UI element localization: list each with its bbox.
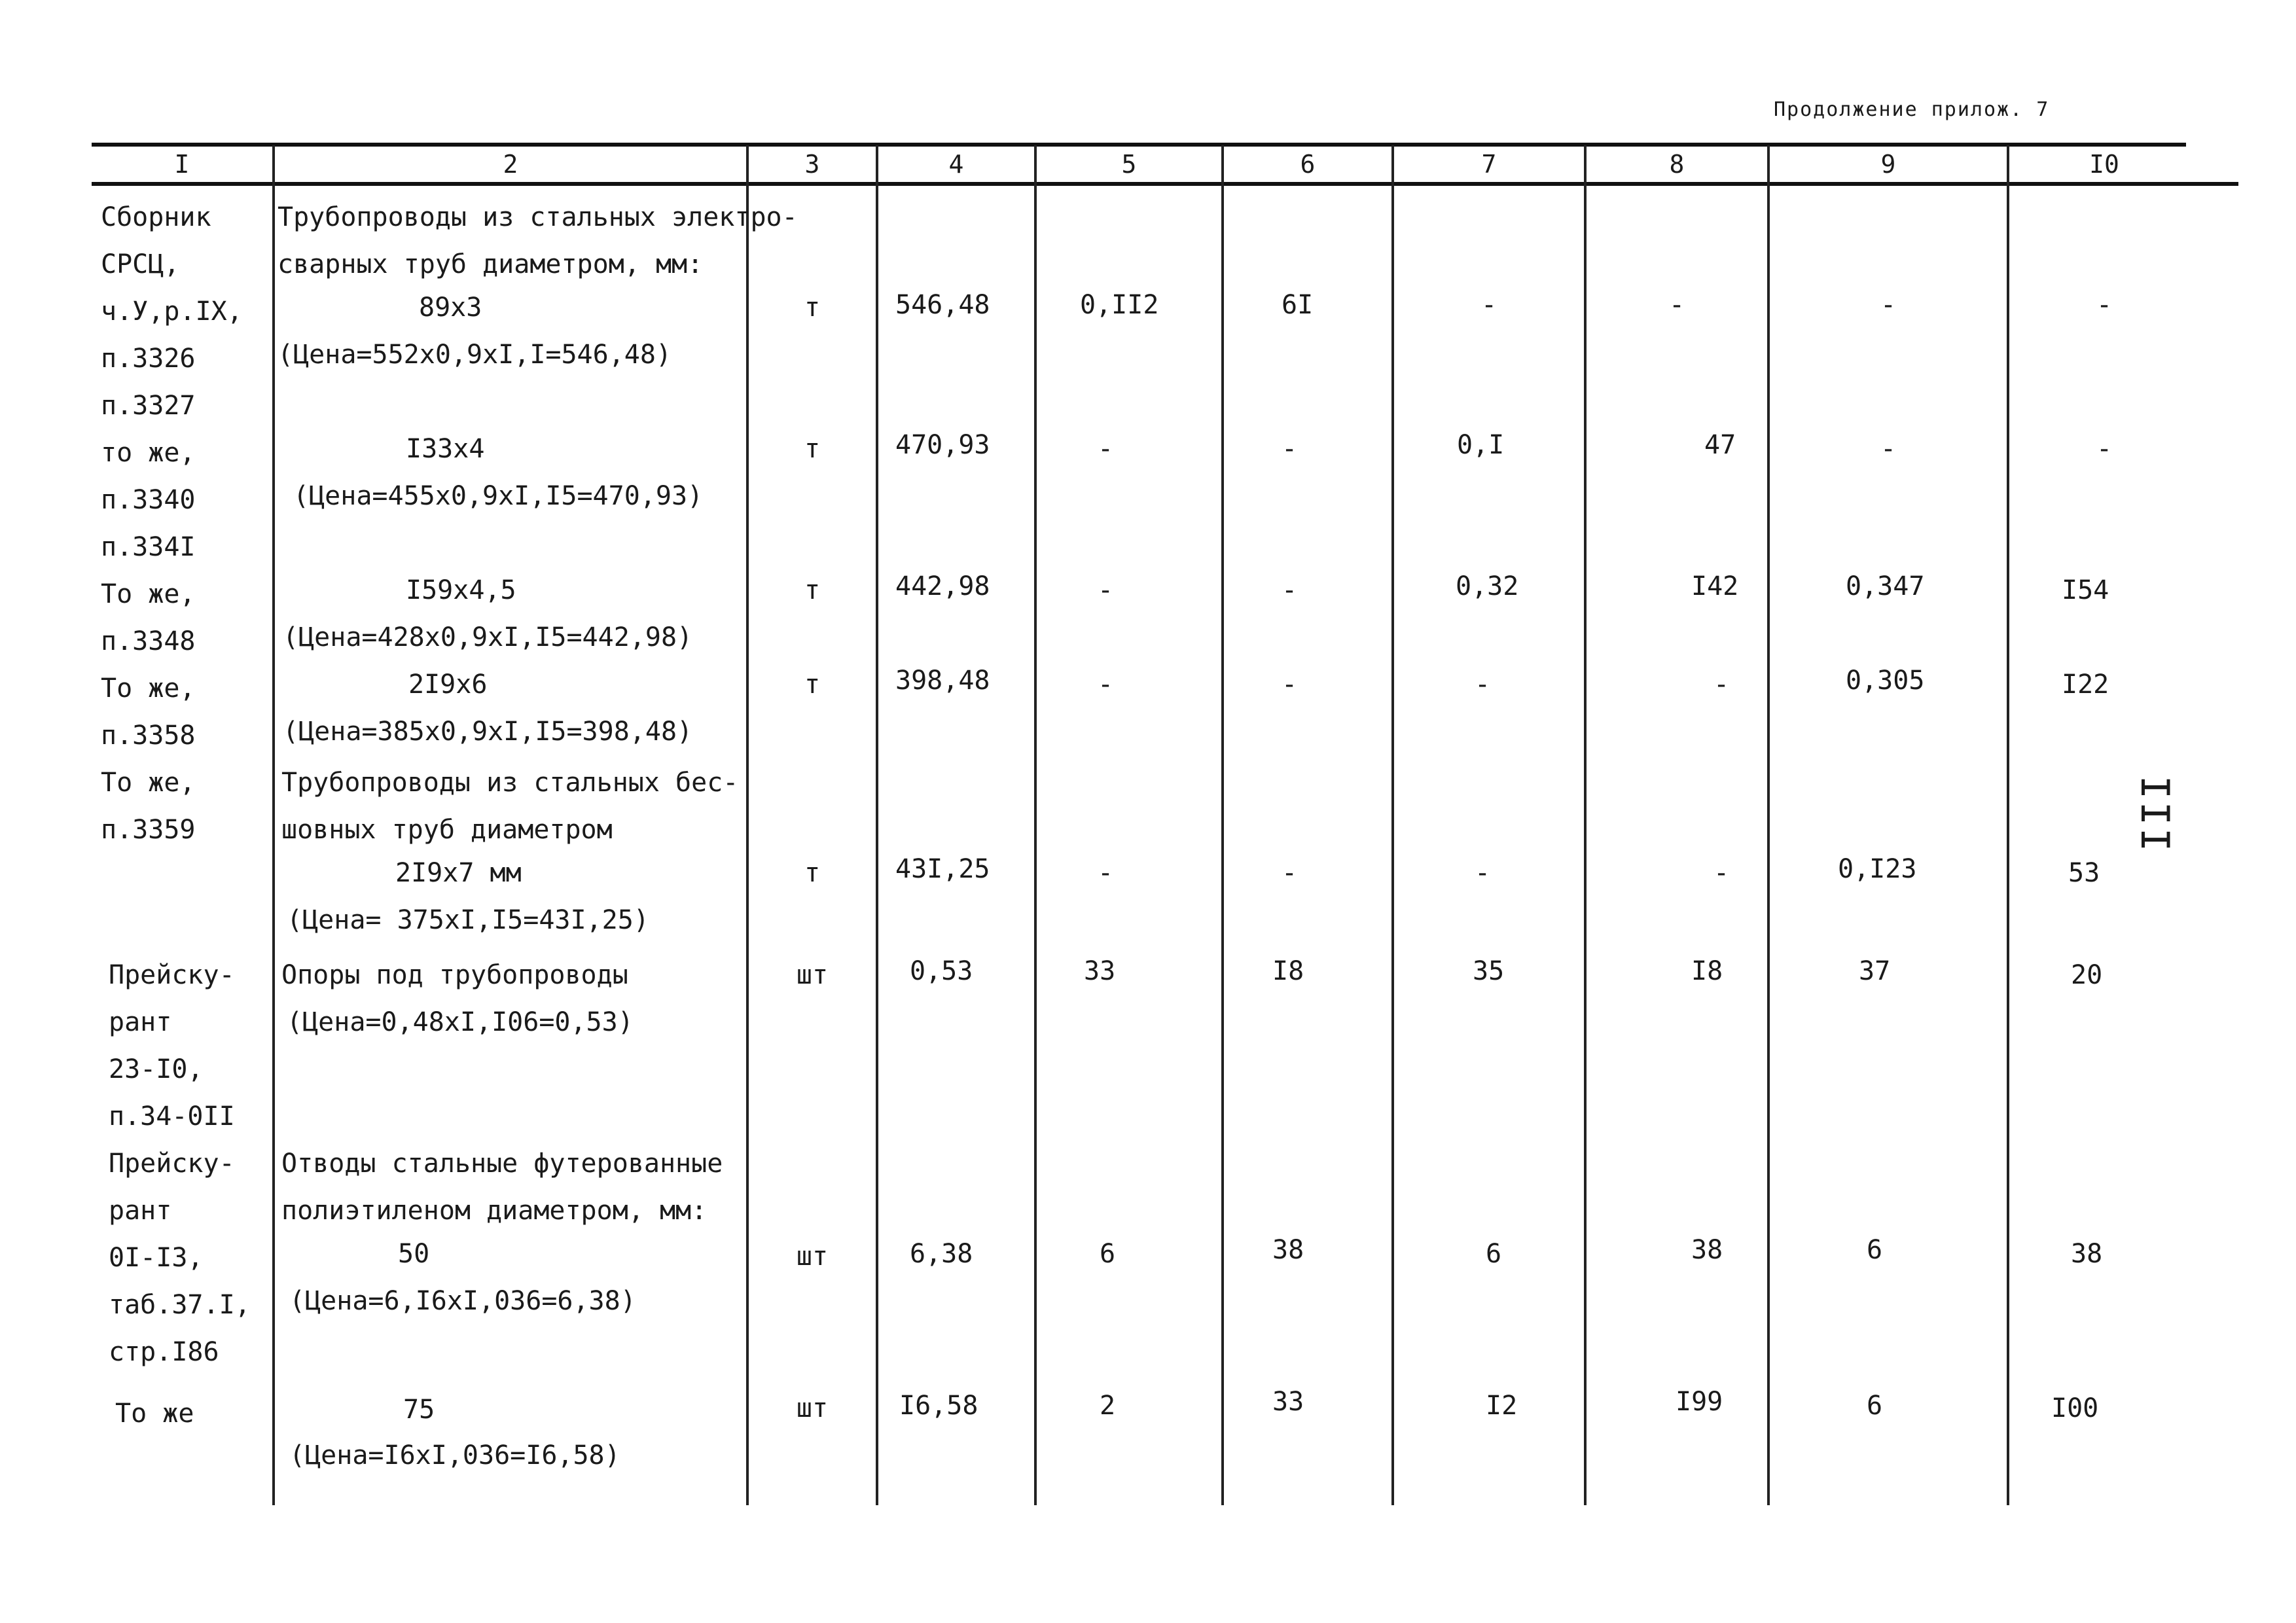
price-formula: (Цена=385x0,9xI,I5=398,48): [283, 717, 693, 747]
item-name: полиэтиленом диаметром, мм:: [281, 1196, 708, 1226]
value-cell: 470,93: [895, 430, 990, 460]
value-cell: 442,98: [895, 571, 990, 601]
value-cell: -: [1097, 858, 1114, 888]
value-cell: 38: [1691, 1235, 1723, 1265]
value-cell: 37: [1859, 956, 1891, 986]
item-size: 89x3: [419, 293, 482, 323]
value-cell: -: [1713, 669, 1730, 700]
source-line: То же: [115, 1399, 194, 1429]
value-cell: 33: [1084, 956, 1116, 986]
item-size: I33x4: [406, 434, 485, 464]
item-name: шовных труб диаметром: [281, 815, 613, 845]
source-line: рант: [109, 1007, 172, 1037]
value-cell: -: [1097, 669, 1114, 700]
value-cell: I6,58: [899, 1391, 978, 1421]
column-divider: [1584, 145, 1587, 1505]
unit-cell: т: [804, 293, 821, 323]
item-size: 50: [398, 1239, 430, 1269]
value-cell: I00: [2051, 1393, 2099, 1423]
table-top-rule: [92, 143, 2186, 147]
value-cell: 6: [1867, 1391, 1883, 1421]
price-formula: (Цена=552x0,9xI,I=546,48): [278, 340, 672, 370]
value-cell: I42: [1691, 571, 1739, 601]
value-cell: 0,I: [1457, 430, 1505, 460]
item-name: Отводы стальные футерованные: [281, 1149, 723, 1179]
value-cell: -: [1281, 669, 1298, 700]
source-line: Сборник: [101, 202, 211, 232]
price-formula: (Цена=455x0,9xI,I5=470,93): [293, 481, 704, 511]
unit-cell: шт: [796, 1241, 829, 1272]
column-divider: [2007, 145, 2009, 1505]
value-cell: 38: [1272, 1235, 1304, 1265]
column-divider: [876, 145, 878, 1505]
value-cell: -: [1480, 290, 1498, 320]
unit-cell: т: [804, 434, 821, 464]
value-cell: -: [1474, 858, 1491, 888]
column-number: 2: [503, 150, 518, 179]
value-cell: 546,48: [895, 290, 990, 320]
source-line: п.334I: [101, 532, 196, 562]
value-cell: 53: [2068, 858, 2100, 888]
value-cell: 398,48: [895, 666, 990, 696]
value-cell: 20: [2071, 960, 2103, 990]
column-number: I: [174, 150, 190, 179]
value-cell: I8: [1691, 956, 1723, 986]
value-cell: 0,347: [1846, 571, 1925, 601]
source-line: То же,: [101, 579, 196, 609]
source-line: ч.У,р.IX,: [101, 296, 243, 327]
item-size: I59x4,5: [406, 575, 516, 605]
column-divider: [1221, 145, 1224, 1505]
source-line: п.3326: [101, 344, 196, 374]
column-divider: [746, 145, 749, 1505]
value-cell: 2: [1100, 1391, 1116, 1421]
value-cell: 6,38: [910, 1239, 973, 1269]
value-cell: I99: [1676, 1387, 1723, 1417]
source-line: 0I-I3,: [109, 1243, 204, 1273]
column-number: 9: [1880, 150, 1896, 179]
column-number: 8: [1669, 150, 1685, 179]
column-number: 6: [1300, 150, 1316, 179]
source-line: рант: [109, 1196, 172, 1226]
value-cell: 0,32: [1456, 571, 1519, 601]
value-cell: -: [1097, 434, 1114, 464]
value-cell: -: [1880, 434, 1897, 464]
value-cell: 43I,25: [895, 854, 990, 884]
item-name: Трубопроводы из стальных бес-: [281, 768, 739, 798]
price-formula: (Цена=428x0,9xI,I5=442,98): [283, 622, 693, 652]
value-cell: 6: [1486, 1239, 1502, 1269]
source-line: Прейску-: [109, 960, 235, 990]
column-number: 4: [948, 150, 964, 179]
price-formula: (Цена=I6xI,036=I6,58): [289, 1440, 620, 1471]
source-line: Прейску-: [109, 1149, 235, 1179]
column-divider: [272, 145, 275, 1505]
value-cell: -: [1281, 858, 1298, 888]
unit-cell: шт: [796, 960, 829, 990]
source-line: п.3358: [101, 721, 196, 751]
value-cell: 0,305: [1846, 666, 1925, 696]
source-line: п.3327: [101, 391, 196, 421]
unit-cell: шт: [796, 1393, 829, 1423]
column-divider: [1034, 145, 1037, 1505]
source-line: То же,: [101, 768, 196, 798]
value-cell: -: [2096, 290, 2113, 320]
unit-cell: т: [804, 575, 821, 605]
page-number: III: [2132, 775, 2178, 855]
unit-cell: т: [804, 858, 821, 888]
value-cell: -: [1713, 858, 1730, 888]
item-size: 2I9x7 мм: [395, 858, 522, 888]
value-cell: -: [1281, 434, 1298, 464]
value-cell: I8: [1272, 956, 1304, 986]
value-cell: 33: [1272, 1387, 1304, 1417]
column-number: I0: [2089, 150, 2119, 179]
source-line: п.3359: [101, 815, 196, 845]
source-line: таб.37.I,: [109, 1290, 251, 1320]
item-size: 2I9x6: [408, 669, 488, 700]
item-name: сварных труб диаметром, мм:: [278, 249, 704, 279]
table-header-rule: [92, 182, 2238, 186]
item-size: 75: [403, 1395, 435, 1425]
source-line: 23-I0,: [109, 1054, 204, 1084]
item-name: Опоры под трубопроводы: [281, 960, 628, 990]
source-line: п.3348: [101, 626, 196, 656]
value-cell: 6: [1867, 1235, 1883, 1265]
price-formula: (Цена=6,I6xI,036=6,38): [289, 1286, 636, 1316]
column-divider: [1767, 145, 1770, 1505]
source-line: п.34-0II: [109, 1101, 235, 1132]
value-cell: -: [2096, 434, 2113, 464]
price-formula: (Цена=0,48xI,I06=0,53): [287, 1007, 634, 1037]
unit-cell: т: [804, 669, 821, 700]
source-line: СРСЦ,: [101, 249, 180, 279]
source-line: п.3340: [101, 485, 196, 515]
value-cell: I22: [2062, 669, 2109, 700]
column-number: 3: [804, 150, 820, 179]
value-cell: 6: [1100, 1239, 1116, 1269]
value-cell: -: [1281, 575, 1298, 605]
source-line: то же,: [101, 438, 196, 468]
price-formula: (Цена= 375xI,I5=43I,25): [287, 905, 649, 935]
source-line: То же,: [101, 673, 196, 704]
value-cell: 6I: [1282, 290, 1314, 320]
value-cell: 0,53: [910, 956, 973, 986]
value-cell: -: [1668, 290, 1685, 320]
page-continuation-note: Продолжение прилож. 7: [1774, 98, 2050, 121]
value-cell: 0,I23: [1838, 854, 1917, 884]
value-cell: 35: [1473, 956, 1505, 986]
value-cell: I2: [1486, 1391, 1518, 1421]
value-cell: I54: [2062, 575, 2109, 605]
column-number: 7: [1481, 150, 1497, 179]
value-cell: 0,II2: [1080, 290, 1159, 320]
value-cell: -: [1474, 669, 1491, 700]
value-cell: 47: [1704, 430, 1736, 460]
source-line: стр.I86: [109, 1337, 219, 1367]
column-number: 5: [1121, 150, 1137, 179]
column-divider: [1391, 145, 1394, 1505]
value-cell: 38: [2071, 1239, 2103, 1269]
value-cell: -: [1097, 575, 1114, 605]
item-name: Трубопроводы из стальных электро-: [278, 202, 798, 232]
value-cell: -: [1880, 290, 1897, 320]
